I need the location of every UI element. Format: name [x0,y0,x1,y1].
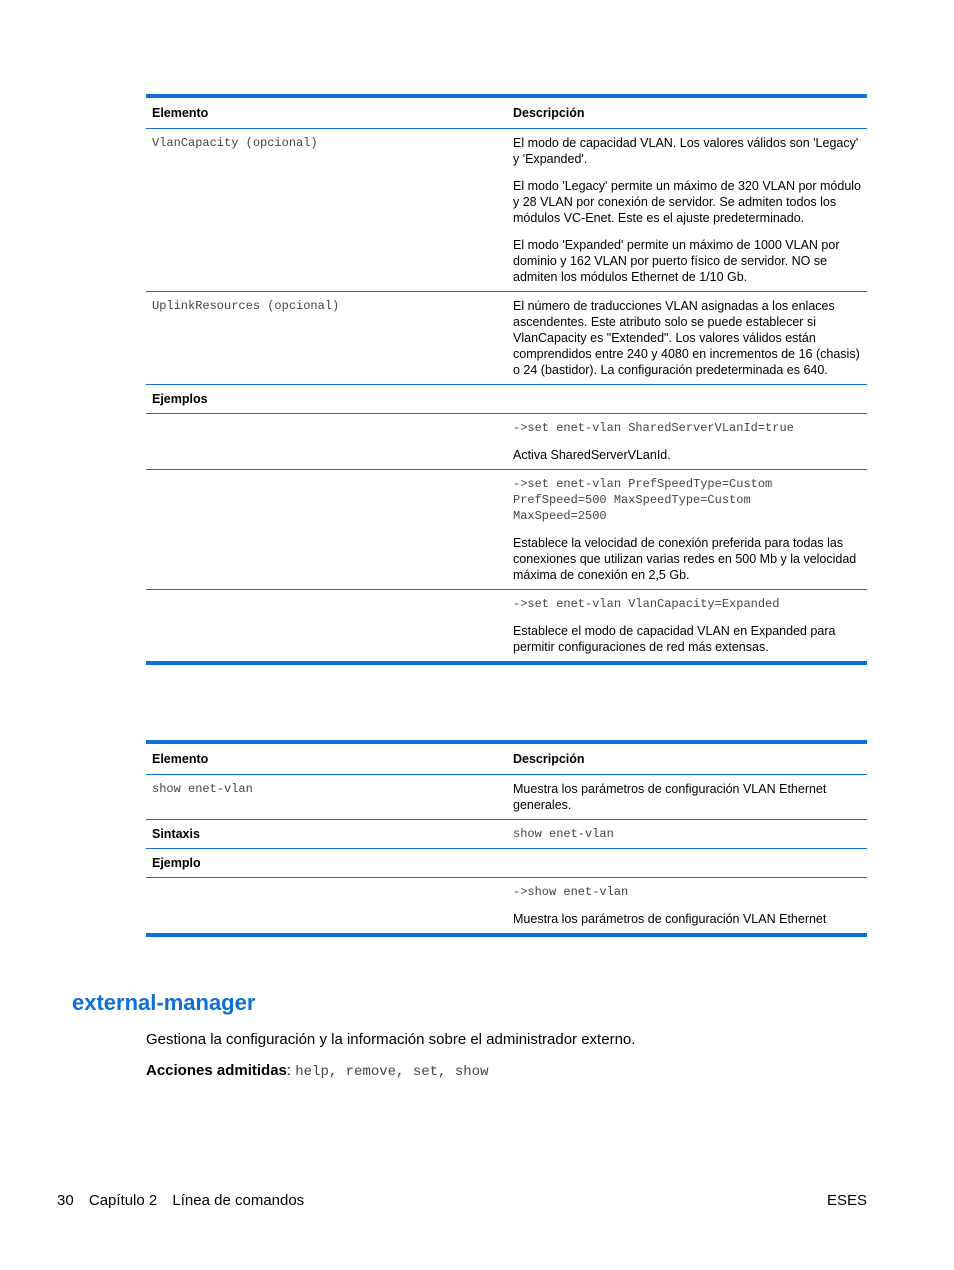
description-paragraph: El modo 'Legacy' permite un máximo de 320 VLAN por módulo y 28 VLAN por conexión de servidor. Se admiten todos los módulos VC-Enet. Este es el ajuste predeterminado. [513,179,862,225]
show-enet-vlan-table [146,740,867,937]
example-description: Establece el modo de capacidad VLAN en Expanded para permitir configuraciones de red más extensas. [513,624,836,654]
header-element: Elemento [146,742,507,775]
row-item: show enet-vlan [146,775,507,820]
examples-label: Ejemplos [146,385,507,414]
example-description: Activa SharedServerVLanId. [513,448,671,462]
row-description: Muestra los parámetros de configuración VLAN Ethernet generales. [507,775,867,820]
example-command: ->set enet-vlan SharedServerVLanId=true [513,421,794,435]
example-heading-row [146,849,867,878]
header-element: Elemento [146,96,507,129]
row-description: El número de traducciones VLAN asignadas a los enlaces ascendentes. Este atributo solo se puede establecer si VlanCapacity es "Extended". Los valores válidos están comprendidos entre 240 y 4080 en incrementos de 16 (chasis) o 24 (bastidor). La configuración predeterminada es 640. [507,292,867,385]
row-description [507,129,867,292]
command-attributes-table [146,94,867,665]
header-description: Descripción [507,742,867,775]
page-number: 30 [57,1192,74,1209]
table-header [146,742,867,775]
row-item: UplinkResources (opcional) [146,292,507,385]
footer-locale: ESES [826,1192,867,1209]
supported-actions [146,1062,488,1080]
actions-label: Acciones admitidas [146,1062,287,1079]
actions-list: help, remove, set, show [295,1064,489,1080]
chapter-title: Línea de comandos [172,1192,305,1209]
example-description: Establece la velocidad de conexión preferida para todas las conexiones que utilizan varias redes en 500 Mb y la velocidad máxima de conexión en 2,5 Gb. [513,536,857,582]
footer-left [57,1192,315,1209]
example-description: Muestra los parámetros de configuración VLAN Ethernet [513,912,827,926]
example-row [146,878,867,936]
section-heading: external-manager [72,990,256,1015]
example-row [146,590,867,664]
chapter-label: Capítulo 2 [88,1192,158,1209]
syntax-row [146,820,867,849]
actions-separator: : [286,1062,296,1079]
table-row [146,775,867,820]
header-description: Descripción [507,96,867,129]
example-command: ->set enet-vlan PrefSpeedType=Custom PrefSpeed=500 MaxSpeedType=Custom MaxSpeed=2500 [513,477,773,523]
example-label: Ejemplo [146,849,507,878]
example-row [146,414,867,470]
section-intro: Gestiona la configuración y la información sobre el administrador externo. [146,1031,636,1048]
examples-heading-row [146,385,867,414]
example-command: ->set enet-vlan VlanCapacity=Expanded [513,597,780,611]
table-row [146,292,867,385]
example-row [146,470,867,590]
syntax-label: Sintaxis [146,820,507,849]
description-paragraph: El modo 'Expanded' permite un máximo de 1000 VLAN por dominio y 162 VLAN por puerto físico de servidor. NO se admiten los módulos Ethernet de 1/10 Gb. [513,238,840,284]
example-command: ->show enet-vlan [513,885,629,899]
table-header [146,96,867,129]
description-paragraph: El modo de capacidad VLAN. Los valores válidos son 'Legacy' y 'Expanded'. [513,136,859,166]
table-row [146,129,867,292]
row-item: VlanCapacity (opcional) [146,129,507,292]
syntax-value: show enet-vlan [507,820,867,849]
